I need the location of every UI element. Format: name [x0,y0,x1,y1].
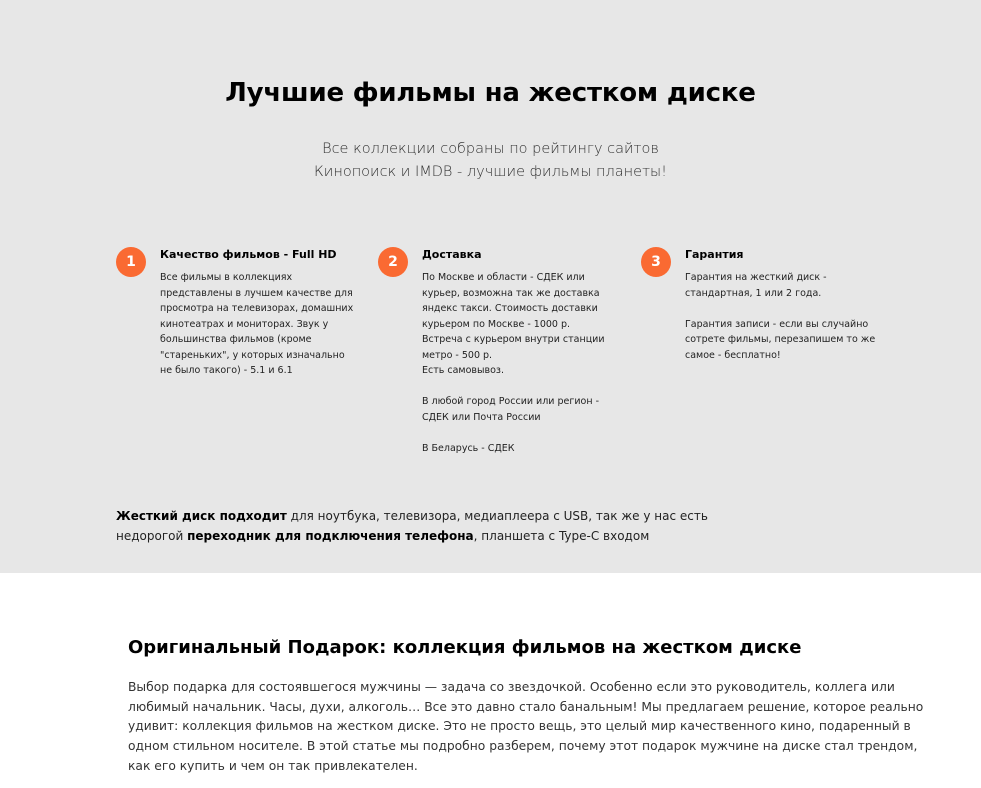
feature-title: Доставка [422,248,482,261]
feature-line: кинотеатрах и мониторах. Звук у [160,318,329,330]
feature-line: курьер, возможна так же доставка [422,287,600,299]
feature-line: курьером по Москве - 1000 р. [422,318,571,330]
number-badge: 3 [641,247,671,277]
number-badge: 1 [116,247,146,277]
hero-subtitle [0,138,981,184]
compat-line [116,526,676,546]
feature-line: Встреча с курьером внутри станции [422,334,605,345]
compat-text: для ноутбука, телевизора, медиаплеера с USB, так же у нас есть [286,509,708,523]
compatibility-note [116,506,708,546]
feature-line: Есть самовывоз. [422,365,504,376]
page-title: Лучшие фильмы на жестком диске [225,78,756,108]
feature-line: СДЕК или Почта России [422,411,541,423]
article-title: Оригинальный Подарок: коллекция фильмов на жестком диске [128,637,802,658]
feature-line: В Беларусь - СДЕК [422,442,515,454]
feature-line: В любой город России или регион - [422,396,600,407]
compat-text: , планшета с Type-C входом [473,529,650,543]
spacer [685,301,885,317]
feature-title: Гарантия [685,248,744,261]
spacer [422,379,622,395]
feature-text [685,270,885,363]
subtitle-line: Кинопоиск и IMDB - лучшие фильмы планеты! [314,164,667,180]
article-line: как его купить и чем он так привлекателен. [128,758,418,773]
article-line: Выбор подарка для состоявшегося мужчины — задача со звездочкой. Особенно если это руководитель, коллега или [128,680,895,694]
adapter-link-text: переходник для подключения телефона [187,529,474,543]
feature-text [422,270,622,456]
feature-line: большинства фильмов (кроме [160,334,312,345]
feature-line: сотрете фильмы, перезапишем то же [685,334,876,345]
feature-title: Качество фильмов - Full HD [160,248,337,261]
feature-line: Все фильмы в коллекциях [160,272,293,283]
feature-line: просмотра на телевизорах, домашних [160,303,354,314]
feature-line: стандартная, 1 или 2 года. [685,287,822,299]
feature-line: не было такого) - 5.1 и 6.1 [160,365,293,376]
feature-line: самое - бесплатно! [685,349,781,361]
feature-line: Гарантия записи - если вы случайно [685,318,869,330]
compat-text: недорогой [116,529,188,543]
feature-line: Гарантия на жесткий диск - [685,272,827,283]
spacer [422,425,622,441]
feature-line: представлены в лучшем качестве для [160,287,353,299]
feature-text [160,270,360,379]
feature-line: яндекс такси. Стоимость доставки [422,303,598,314]
feature-line: "старeньких", у которых изначально [160,349,345,361]
feature-line: метро - 500 р. [422,349,493,361]
article-line: одном стильном носителе. В этой статье мы подробно разберем, почему этот подарок мужчине на диске стал трендом, [128,739,918,754]
compat-line [116,506,708,526]
compat-bold: Жесткий диск подходит [116,509,287,523]
subtitle-line: Все коллекции собраны по рейтингу сайтов [322,141,659,157]
number-badge: 2 [378,247,408,277]
article-body [128,678,924,777]
feature-line: По Москве и области - СДЕК или [422,272,585,283]
article-line: удивит: коллекция фильмов на жестком диске. Это не просто вещь, это целый мир качественного кино, подаренный в [128,719,911,734]
article-line: любимый начальник. Часы, духи, алкоголь… Все это давно стало банальным! Мы предлагаем решение, которое реально [128,699,924,714]
